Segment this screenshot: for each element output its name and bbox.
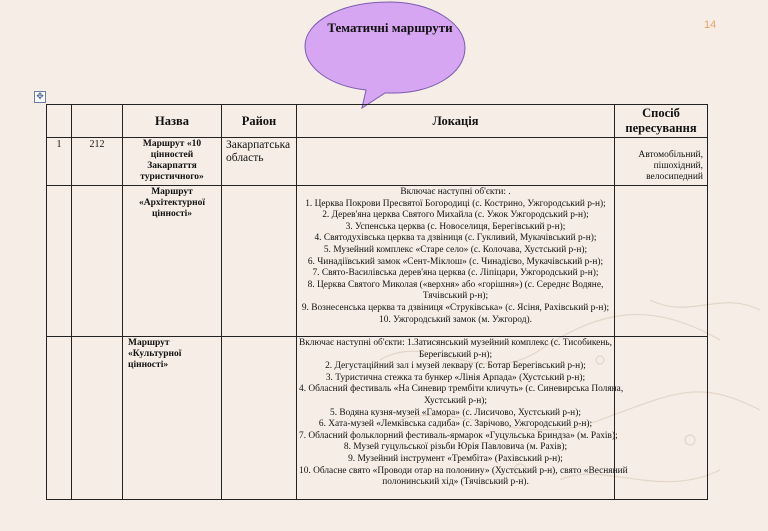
- location-line: Берегівський р-н);: [418, 349, 493, 360]
- table-move-handle-icon[interactable]: ✥: [34, 91, 46, 103]
- row-number: [47, 186, 72, 337]
- column-header-code: [72, 105, 123, 138]
- route-transport: Автомобільний, пішохідний, велосипедний: [615, 138, 708, 186]
- route-name: Маршрут «Архітектурної цінності»: [123, 186, 222, 337]
- route-location: [297, 186, 615, 337]
- column-header-name: Назва: [123, 105, 222, 138]
- location-line: Включає наступні об'єкти: .: [400, 187, 511, 197]
- location-line: 3. Успенська церква (с. Новоселиця, Берегівський р-н);: [345, 221, 566, 232]
- location-line: 4. Святодухівська церква та дзвіниця (с. Гукливий, Мукачівський р-н);: [314, 233, 597, 244]
- location-line: 2. Дерев'яна церква Святого Михайла (с. Ужок Ужгородський р-н);: [322, 210, 589, 221]
- location-line: Хустський р-н);: [424, 395, 487, 406]
- routes-table: [46, 104, 708, 500]
- location-line: 2. Дегустаційний зал і музей леквару (с. Ботар Берегівський р-н);: [325, 361, 586, 372]
- route-region: [222, 186, 297, 337]
- location-line: 9. Вознесенська церква та дзвіниця «Струківська» (с. Ясіня, Рахівський р-н);: [301, 302, 610, 313]
- row-number: [47, 337, 72, 500]
- location-line: 6. Хата-музей «Лемківська садиба» (с. Зарічово, Ужгородський р-н);: [318, 419, 593, 430]
- location-line: 10. Ужгородський замок (м. Ужгород).: [379, 314, 532, 325]
- route-region: [222, 337, 297, 500]
- location-line: 5. Музейний комплекс «Старе село» (с. Колочава, Хустський р-н);: [323, 244, 588, 255]
- location-line: Тячівський р-н);: [422, 291, 489, 302]
- route-name: Маршрут «Культурної цінності»: [123, 337, 222, 500]
- column-header-transport: Спосіб пересування: [615, 105, 708, 138]
- table-row: [47, 186, 708, 337]
- location-line: 7. Обласний фольклорний фестиваль-ярмарок «Гуцульська Бриндза» (м. Рахів);: [299, 430, 618, 441]
- table-row: [47, 337, 708, 500]
- location-line: 3. Туристична стежка та бункер «Лінія Арпада» (Хустський р-н);: [325, 372, 586, 383]
- location-line: 10. Обласне свято «Проводи отар на полонину» (Хустський р-н), свято «Весняний: [299, 465, 628, 476]
- row-code: [72, 337, 123, 500]
- route-transport: [615, 186, 708, 337]
- row-number: 1: [47, 138, 72, 186]
- location-line: 5. Водяна кузня-музей «Гамора» (с. Лисичово, Хустський р-н);: [330, 407, 581, 418]
- location-line: Включає наступні об'єкти: 1.Затисянський музейний комплекс (с. Тисобикень,: [299, 338, 612, 348]
- route-location: [297, 138, 615, 186]
- row-code: 212: [72, 138, 123, 186]
- route-region: Закарпатська область: [222, 138, 297, 186]
- bubble-title: Тематичні маршрути: [327, 20, 453, 35]
- location-line: 8. Церква Святого Миколая («верхня» або «горішня») (с. Середнє Водяне,: [307, 279, 604, 290]
- speech-bubble-shape: [0, 0, 768, 110]
- table-row: [47, 138, 708, 186]
- table-header-row: [47, 105, 708, 138]
- route-location: [297, 337, 628, 500]
- location-line: 4. Обласний фестиваль «На Синевир трембіти кличуть» (с. Синевирська Поляна,: [299, 384, 624, 395]
- column-header-location: Локація: [297, 105, 615, 138]
- location-line: полонинський хід» (Тячівський р-н).: [382, 477, 529, 488]
- row-code: [72, 186, 123, 337]
- column-header-number: [47, 105, 72, 138]
- location-line: 7. Свято-Василівська дерев'яна церква (с. Ліпіцари, Ужгородський р-н);: [312, 268, 599, 279]
- route-name: Маршрут «10 цінностей Закарпаття туристичного»: [123, 138, 222, 186]
- location-line: 8. Музей гуцульської різьби Юрія Павловича (м. Рахів);: [343, 442, 568, 453]
- location-line: 9. Музейний інструмент «Трембіта» (Рахівський р-н);: [348, 453, 563, 464]
- page-number: 14: [704, 19, 717, 31]
- location-line: 6. Чинадіївський замок «Сент-Міклош» (с. Чинадієво, Мукачівський р-н);: [307, 256, 604, 267]
- column-header-region: Район: [222, 105, 297, 138]
- route-transport: [615, 337, 708, 500]
- location-line: 1. Церква Покрови Пресвятої Богородиці (с. Кострино, Ужгородський р-н);: [305, 198, 606, 209]
